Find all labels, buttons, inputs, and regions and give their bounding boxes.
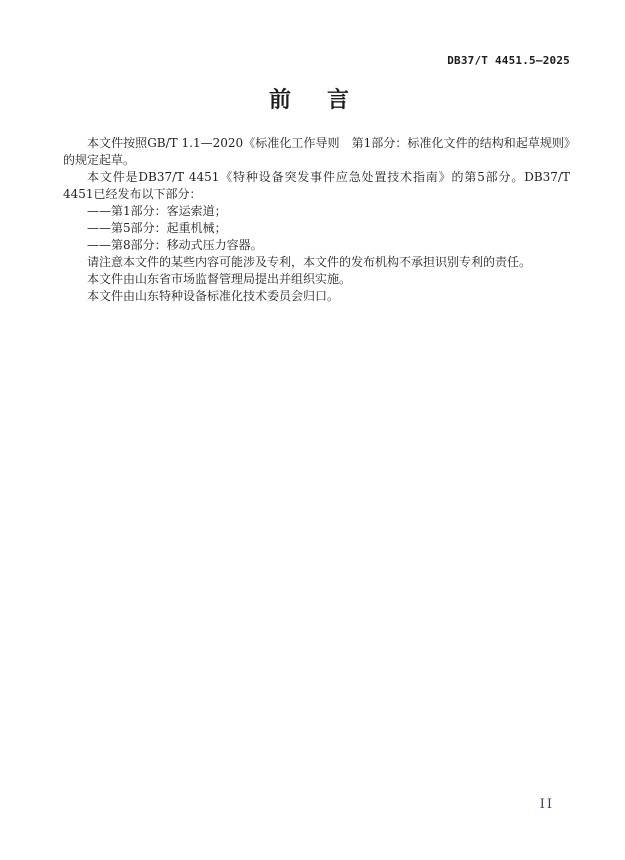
paragraph-proposed-by: 本文件由山东省市场监督管理局提出并组织实施。 <box>87 272 352 286</box>
list-item-part-1: ——第1部分：客运索道； <box>87 204 227 218</box>
paragraph-patent-notice: 请注意本文件的某些内容可能涉及专利，本文件的发布机构不承担识别专利的责任。 <box>87 255 532 269</box>
paragraph-series-intro: 本文件是DB37/T 4451《特种设备突发事件应急处置技术指南》的第5部分。DB37/T 4451已经发布以下部分： <box>63 170 570 201</box>
list-item-part-5: ——第5部分：起重机械； <box>87 221 227 235</box>
page-number: II <box>539 797 554 812</box>
document-body <box>63 135 570 305</box>
standard-number: DB37/T 4451.5—2025 <box>447 54 570 67</box>
paragraph-scope-basis: 本文件按照GB/T 1.1—2020《标准化工作导则 第1部分：标准化文件的结构和起草规则》的规定起草。 <box>63 136 570 167</box>
paragraph-managed-by: 本文件由山东特种设备标准化技术委员会归口。 <box>87 289 340 303</box>
page-header <box>55 49 570 68</box>
page-title: 前 言 <box>268 88 356 113</box>
list-item-part-8: ——第8部分：移动式压力容器。 <box>87 238 263 252</box>
